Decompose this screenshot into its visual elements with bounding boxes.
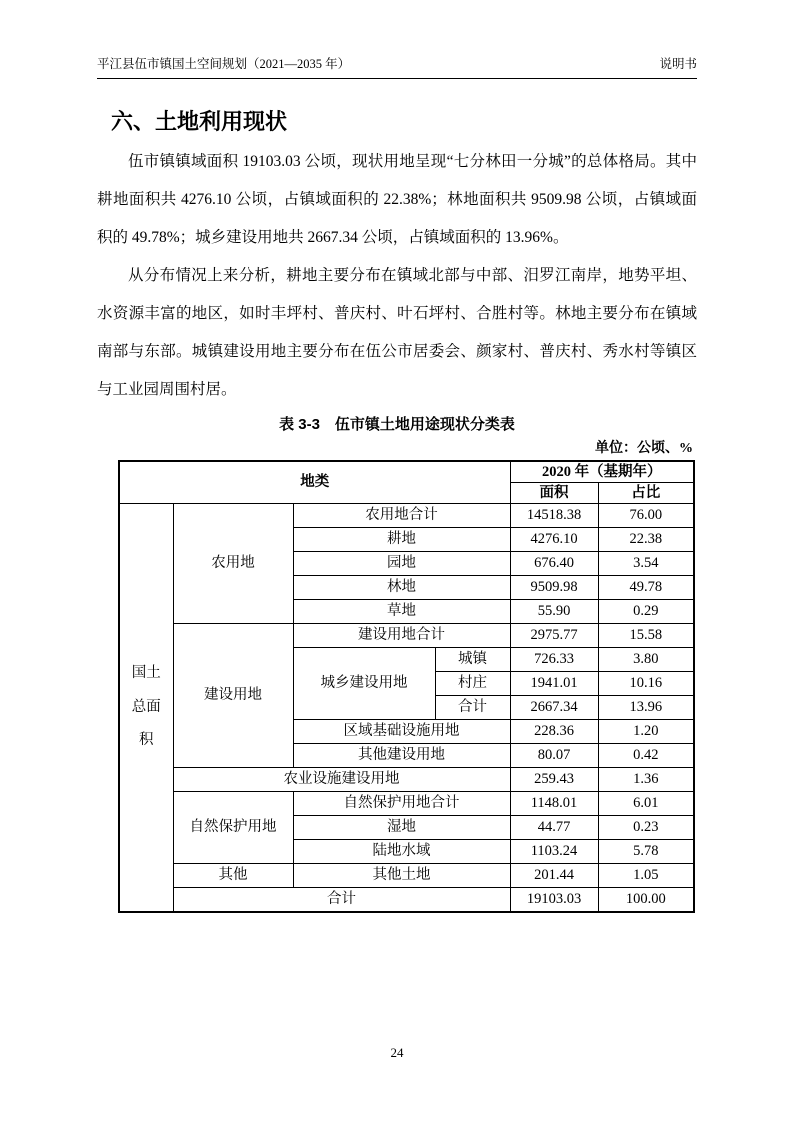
cell-share: 0.23 [598, 816, 694, 840]
root-label-text: 国土总面积 [131, 665, 161, 749]
header-year-group: 2020 年（基期年） [510, 461, 694, 483]
cell-area: 2975.77 [510, 624, 598, 648]
cell-area: 9509.98 [510, 576, 598, 600]
cell-area: 19103.03 [510, 888, 598, 913]
table-caption: 表 3-3 伍市镇土地用途现状分类表 [279, 416, 515, 433]
cell-area: 726.33 [510, 648, 598, 672]
cell-share: 10.16 [598, 672, 694, 696]
cell-share: 1.36 [598, 768, 694, 792]
table-row [119, 768, 694, 792]
cell-share: 0.29 [598, 600, 694, 624]
section-title: 六、土地利用现状 [111, 109, 288, 134]
header-right-label: 说明书 [659, 57, 697, 71]
cell-label: 陆地水域 [293, 840, 510, 864]
cell-label: 区域基础设施用地 [293, 720, 510, 744]
cell-label: 自然保护用地合计 [293, 792, 510, 816]
cell-label: 合计 [173, 888, 510, 913]
header-left-title: 平江县伍市镇国土空间规划（2021—2035 年） [97, 57, 351, 71]
cell-area: 259.43 [510, 768, 598, 792]
cell-area: 1148.01 [510, 792, 598, 816]
paragraph-overview: 伍市镇镇域面积 19103.03 公顷，现状用地呈现“七分林田一分城”的总体格局。其中耕地面积共 4276.10 公顷，占镇域面积的 22.38%；林地面积共 9509.98 公顷，占镇域面积的 49.78%；城乡建设用地共 2667.34 公顷，占镇域面积的 13.96%。 [97, 153, 697, 246]
cell-share: 22.38 [598, 528, 694, 552]
cell-area: 676.40 [510, 552, 598, 576]
cell-share: 3.54 [598, 552, 694, 576]
table-wrapper [118, 440, 693, 913]
cell-label: 林地 [293, 576, 510, 600]
cell-share: 5.78 [598, 840, 694, 864]
cell-area: 14518.38 [510, 504, 598, 528]
header-area: 面积 [510, 483, 598, 504]
cell-label: 耕地 [293, 528, 510, 552]
cell-label: 湿地 [293, 816, 510, 840]
cell-label: 合计 [435, 696, 510, 720]
cell-area: 228.36 [510, 720, 598, 744]
cell-share: 76.00 [598, 504, 694, 528]
cell-area: 2667.34 [510, 696, 598, 720]
cell-share: 0.42 [598, 744, 694, 768]
table-row [119, 504, 694, 528]
cell-group-agri: 农用地 [173, 504, 293, 624]
cell-share: 1.05 [598, 864, 694, 888]
cell-share: 100.00 [598, 888, 694, 913]
cell-label: 园地 [293, 552, 510, 576]
cell-area: 1941.01 [510, 672, 598, 696]
paragraph-distribution: 从分布情况上来分析，耕地主要分布在镇域北部与中部、汨罗江南岸，地势平坦、水资源丰富的地区，如时丰坪村、普庆村、叶石坪村、合胜村等。林地主要分布在镇域南部与东部。城镇建设用地主要分布在伍公市居委会、颜家村、普庆村、秀水村等镇区与工业园周围村居。 [97, 267, 697, 398]
table-row [119, 888, 694, 913]
cell-area: 44.77 [510, 816, 598, 840]
header-share: 占比 [598, 483, 694, 504]
cell-label: 其他建设用地 [293, 744, 510, 768]
table-row [119, 792, 694, 816]
table-row [119, 624, 694, 648]
cell-share: 13.96 [598, 696, 694, 720]
cell-area: 1103.24 [510, 840, 598, 864]
page-number: 24 [390, 1045, 404, 1060]
cell-share: 49.78 [598, 576, 694, 600]
cell-area: 4276.10 [510, 528, 598, 552]
cell-label: 草地 [293, 600, 510, 624]
cell-group-other: 其他 [173, 864, 293, 888]
cell-label: 其他土地 [293, 864, 510, 888]
page-header [97, 57, 697, 79]
cell-label: 农用地合计 [293, 504, 510, 528]
cell-label: 农业设施建设用地 [173, 768, 510, 792]
cell-label: 城镇 [435, 648, 510, 672]
header-category: 地类 [119, 461, 510, 504]
cell-share: 6.01 [598, 792, 694, 816]
cell-group-nature: 自然保护用地 [173, 792, 293, 864]
cell-share: 15.58 [598, 624, 694, 648]
cell-root-label [119, 504, 173, 913]
unit-note: 单位：公顷、% [595, 441, 693, 456]
land-use-table [118, 460, 695, 913]
cell-label: 建设用地合计 [293, 624, 510, 648]
cell-area: 55.90 [510, 600, 598, 624]
cell-share: 3.80 [598, 648, 694, 672]
cell-share: 1.20 [598, 720, 694, 744]
table-row [119, 864, 694, 888]
cell-label: 村庄 [435, 672, 510, 696]
cell-group-urban-rural: 城乡建设用地 [293, 648, 435, 720]
cell-group-constr: 建设用地 [173, 624, 293, 768]
cell-area: 201.44 [510, 864, 598, 888]
cell-area: 80.07 [510, 744, 598, 768]
